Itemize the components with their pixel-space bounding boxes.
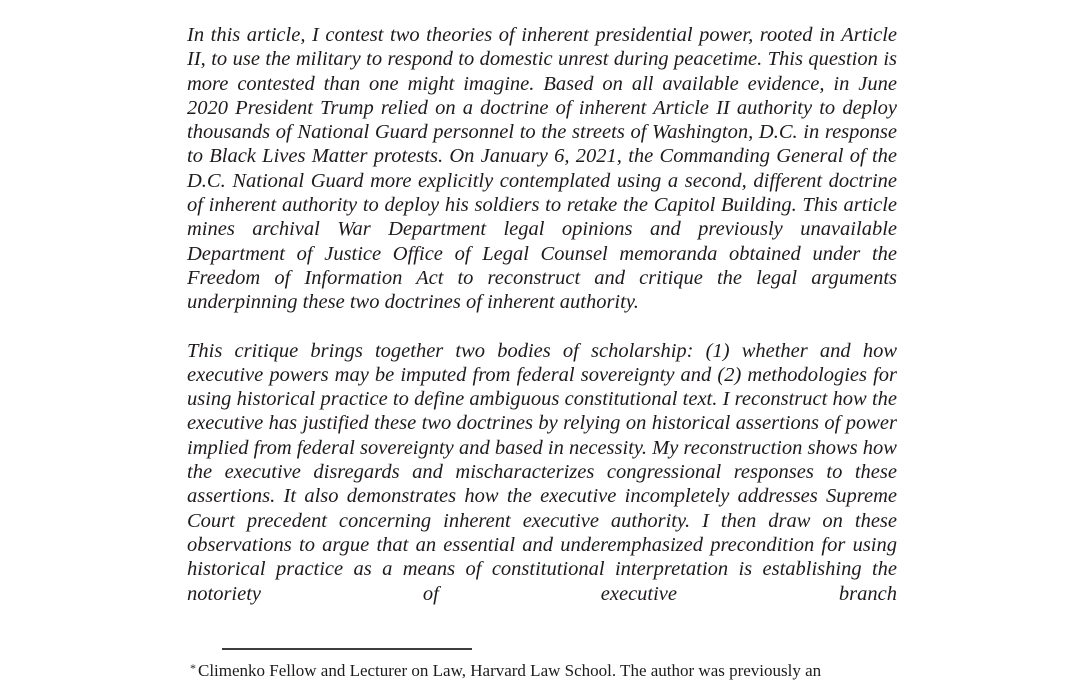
abstract-paragraph-1: In this article, I contest two theories of inherent presidential power, rooted in Article II, to use the military to respond to domestic unrest during peacetime. This question is more contested than one might imagine. Based on all available evidence, in June 2020 President Trump relied on a doctrine of inherent Article II authority to deploy thousands of National Guard personnel to the streets of Washington, D.C. in response to Black Lives Matter protests. On January 6, 2021, the Commanding General of the D.C. National Guard more explicitly contemplated using a second, different doctrine of inherent authority to deploy his soldiers to retake the Capitol Building. This article mines archival War Department legal opinions and previously unavailable Department of Justice Office of Legal Counsel memoranda obtained under the Freedom of Information Act to reconstruct and critique the legal arguments underpinning these two doctrines of inherent authority.	[187, 24, 897, 314]
abstract-section	[187, 23, 897, 606]
footnote-separator-rule	[222, 648, 472, 650]
footnote-text: Climenko Fellow and Lecturer on Law, Harvard Law School. The author was previously an	[198, 661, 822, 680]
footnote	[190, 658, 896, 681]
abstract-paragraph-2: This critique brings together two bodies of scholarship: (1) whether and how executive powers may be imputed from federal sovereignty and (2) methodologies for using historical practice to define ambiguous constitutional text. I reconstruct how the executive has justified these two doctrines by relying on historical assertions of power implied from federal sovereignty and based in necessity. My reconstruction shows how the executive disregards and mischaracterizes congressional responses to these assertions. It also demonstrates how the executive incompletely addresses Supreme Court precedent concerning inherent executive authority. I then draw on these observations to argue that an essential and underemphasized precondition for using historical practice as a means of constitutional interpretation is establishing the notoriety of executive branch	[187, 339, 897, 605]
footnote-asterisk-marker: *	[190, 661, 196, 675]
